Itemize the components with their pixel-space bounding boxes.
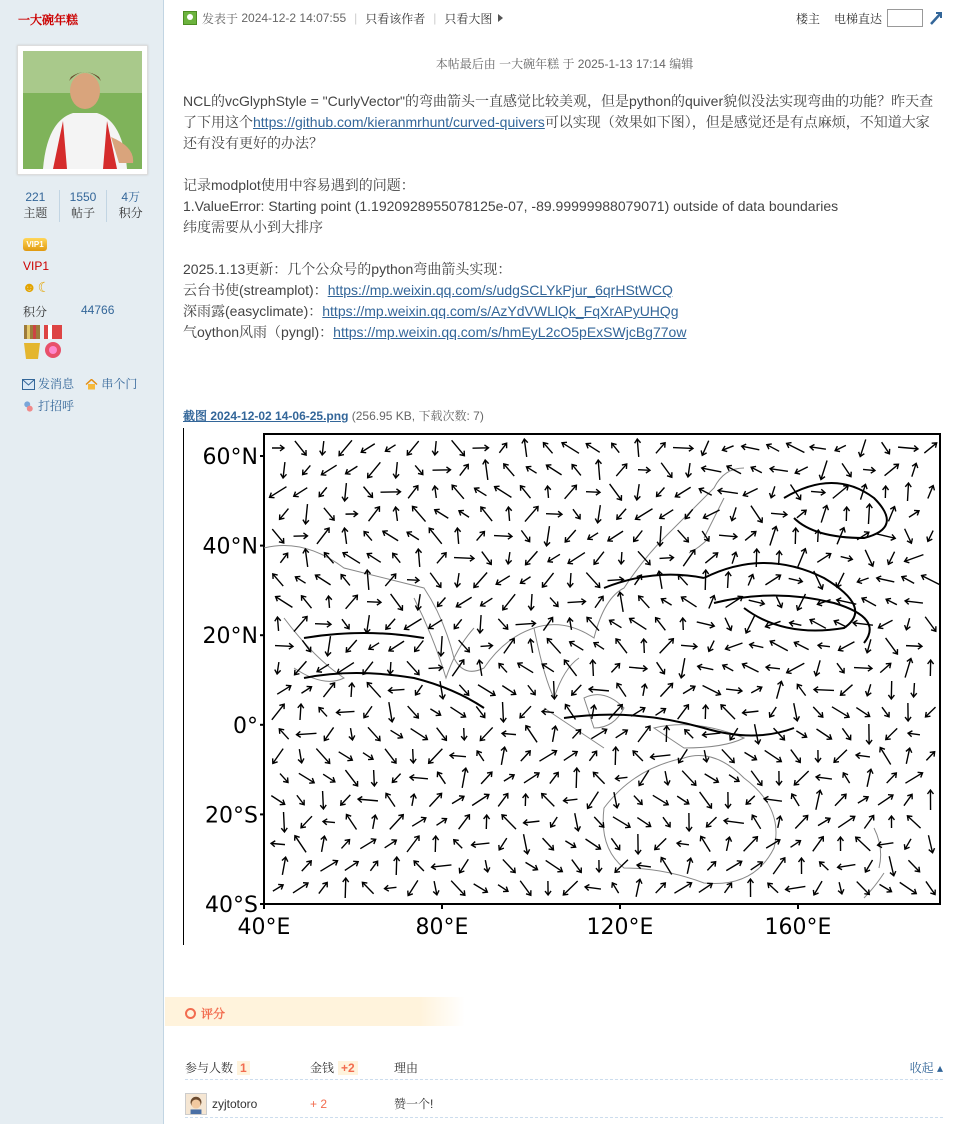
envelope-icon [22,379,35,390]
y-tick-label: 40°N [202,534,258,560]
y-axis [203,445,264,918]
post-content [183,91,943,343]
home-icon [85,379,98,390]
avatar-image [23,51,142,169]
link-label: 深雨露(easyclimate)： [183,303,323,319]
floor-label[interactable]: 楼主 [795,11,820,26]
divider: | [433,11,437,25]
rating-money-total: +2 [338,1061,358,1075]
link-line [183,322,943,343]
score-label: 积分 [23,305,48,319]
link-line [183,280,943,301]
wechat-link-easyclimate[interactable]: https://mp.weixin.qq.com/s/AzYdVWLlQk_FqXrAPyUHQg [322,303,679,319]
stat-threads-label: 主题 [23,206,48,220]
post-paragraph [183,91,943,154]
medal-icons[interactable] [22,325,66,361]
stat-threads[interactable] [12,190,60,222]
collapse-rating-button[interactable]: 收起 ▴ [909,1061,943,1075]
rater-name: zyjtotoro [212,1096,258,1111]
author-actions [22,373,162,417]
link-line [183,301,943,322]
y-tick-label: 0° [233,713,258,739]
vip-level-text: VIP1 [23,259,50,273]
post-text: 可以实现（效果如下图），但是感觉还是有点麻烦，不知道大家还有没有更好的办法？ [183,114,930,151]
greet-icon [22,401,35,412]
rating-people-label: 参与人数 [185,1061,234,1075]
x-tick-label: 80°E [415,915,469,940]
post-text: NCL的vcGlyphStyle = "CurlyVector"的弯曲箭头一直感觉比较美观，但是python的quiver貌似没法实现弯曲的功能？昨天查了下用这个 [183,93,934,130]
author-sidebar [0,0,164,1124]
post-main [165,0,964,1124]
wind-vector-map [184,428,941,945]
map-frame [264,434,940,904]
attachment-image[interactable] [183,428,941,945]
rating-col-reason: 理由 [394,1061,419,1075]
link-label: 气oython风雨（pyngl)： [183,324,334,340]
attachment-info [183,407,484,424]
link-label: 云台书使(streamplot)： [183,282,328,298]
y-tick-label: 60°N [202,445,258,470]
y-tick-label: 40°S [205,893,258,918]
score-row [23,303,133,320]
x-axis [238,904,832,940]
x-tick-label: 120°E [586,915,654,940]
author-avatar[interactable] [17,45,148,175]
stat-credits[interactable] [107,190,154,222]
rating-header [165,997,465,1026]
floor-jump-input[interactable] [887,9,923,27]
curved-quivers-link[interactable]: https://github.com/kieranmrhunt/curved-quivers [253,114,545,130]
y-tick-label: 20°S [205,803,258,829]
post-paragraph: 1.ValueError: Starting point (1.1920928955078125e-07, -89.99999988079071) outside of data boundaries [183,198,839,214]
stat-posts-label: 帖子 [71,206,96,220]
rating-user[interactable] [185,1093,310,1115]
score-value: 44766 [81,303,115,317]
wechat-link-streamplot[interactable]: https://mp.weixin.qq.com/s/udgSCLYkPjur_6qrHStWCQ [327,282,673,298]
rating-title: 评分 [201,1007,226,1021]
online-status-icon [183,11,197,25]
stat-posts[interactable] [60,190,108,222]
attachment-link[interactable]: 截图 2024-12-02 14-06-25.png [183,409,349,423]
stat-credits-value: 4万 [121,190,141,204]
stat-posts-value: 1550 [69,190,97,204]
only-large-image-link[interactable]: 只看大图 [444,11,493,26]
visit-home-label: 串个门 [101,377,138,391]
post-paragraph: 记录modplot使用中容易遇到的问题： [183,177,415,193]
jump-go-icon[interactable] [929,11,943,25]
rating-columns [185,1056,943,1080]
visit-home-link[interactable] [85,373,137,395]
rating-circle-icon [185,1008,196,1019]
stat-threads-value: 221 [25,190,46,204]
rating-money: + 2 [310,1096,328,1111]
rating-reason: 赞一个! [394,1097,434,1111]
edit-notice: 本帖最后由 一大碗年糕 于 2025-1-13 17:14 编辑 [435,57,694,71]
post-meta-bar [183,8,943,28]
send-message-link[interactable] [22,373,74,395]
rating-people-count: 1 [237,1061,250,1075]
rater-avatar[interactable] [185,1093,207,1115]
divider: | [354,11,358,25]
x-tick-label: 40°E [237,915,291,940]
author-name[interactable]: 一大碗年糕 [18,13,79,27]
rating-row [185,1090,943,1118]
greet-link[interactable] [22,395,74,417]
send-message-label: 发消息 [38,377,75,391]
vip-badge-icon: VIP1 [23,238,47,251]
stat-credits-label: 积分 [118,206,143,220]
post-paragraph: 纬度需要从小到大排序 [183,219,323,235]
rating-money-label: 金钱 [310,1061,335,1075]
posted-label: 发表于 [202,11,239,26]
collapse-label: 收起 [909,1061,934,1075]
attachment-meta: (256.95 KB, 下载次数: 7) [351,409,484,423]
author-stats [12,190,154,222]
posted-time: 2024-12-2 14:07:55 [241,11,347,25]
jump-label: 电梯直达 [833,11,882,26]
level-icons: ☻☾ [22,279,52,295]
floor-controls [796,9,943,27]
rating-col-people [185,1059,310,1076]
rating-col-money [310,1059,394,1076]
post-paragraph: 2025.1.13更新：几个公众号的python弯曲箭头实现： [183,261,512,277]
play-arrow-icon[interactable] [498,14,503,22]
y-tick-label: 20°N [202,624,258,650]
only-author-link[interactable]: 只看该作者 [365,11,426,26]
wechat-link-pyngl[interactable]: https://mp.weixin.qq.com/s/hmEyL2cO5pExSWjcBg77ow [333,324,687,340]
x-tick-label: 160°E [764,915,832,940]
greet-label: 打招呼 [38,399,75,413]
